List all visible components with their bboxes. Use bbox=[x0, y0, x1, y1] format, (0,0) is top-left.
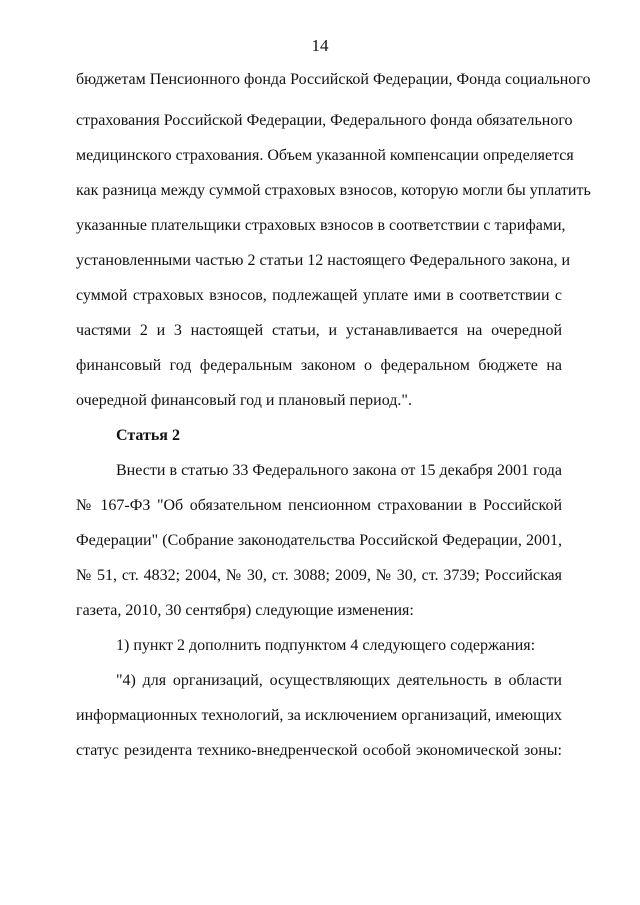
text-line: суммой страховых взносов, подлежащей уплате ими в соответствии с bbox=[76, 287, 562, 304]
text-line: страхования Российской Федерации, Федерального фонда обязательного bbox=[76, 112, 573, 129]
text-line: финансовый год федеральным законом о федеральном бюджете на bbox=[76, 357, 562, 374]
text-line: Федерации" (Собрание законодательства Российской Федерации, 2001, bbox=[76, 532, 562, 549]
article-heading: Статья 2 bbox=[116, 427, 180, 444]
text-line: Внести в статью 33 Федерального закона от 15 декабря 2001 года bbox=[116, 462, 562, 479]
text-line: № 51, ст. 4832; 2004, № 30, ст. 3088; 2009, № 30, ст. 3739; Российская bbox=[76, 567, 562, 584]
text-line: "4) для организаций, осуществляющих деятельность в области bbox=[116, 672, 562, 689]
text-line: как разница между суммой страховых взносов, которую могли бы уплатить bbox=[76, 182, 591, 199]
list-item: 1) пункт 2 дополнить подпунктом 4 следующего содержания: bbox=[116, 637, 536, 654]
text-line: указанные плательщики страховых взносов в соответствии с тарифами, bbox=[76, 217, 566, 234]
text-line: статус резидента технико-внедренческой особой экономической зоны: bbox=[76, 742, 562, 759]
text-line: газета, 2010, 30 сентября) следующие изменения: bbox=[76, 602, 414, 619]
text-line: информационных технологий, за исключением организаций, имеющих bbox=[76, 707, 562, 724]
text-line: № 167-ФЗ "Об обязательном пенсионном страховании в Российской bbox=[76, 497, 562, 514]
text-line: очередной финансовый год и плановый период.". bbox=[76, 392, 412, 409]
text-line: частями 2 и 3 настоящей статьи, и устанавливается на очередной bbox=[76, 322, 562, 339]
page-number: 14 bbox=[311, 36, 329, 55]
text-line: бюджетам Пенсионного фонда Российской Федерации, Фонда социального bbox=[76, 71, 591, 88]
text-line: установленными частью 2 статьи 12 настоящего Федерального закона, и bbox=[76, 252, 571, 269]
text-line: медицинского страхования. Объем указанной компенсации определяется bbox=[76, 147, 574, 164]
